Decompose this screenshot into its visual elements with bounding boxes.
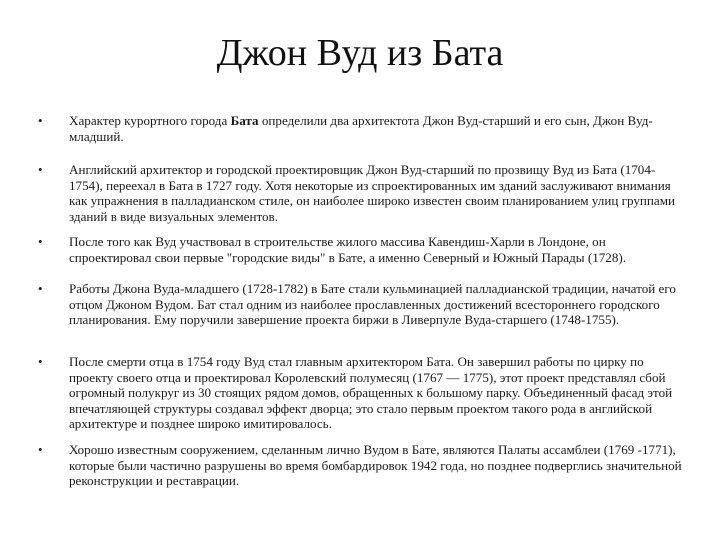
bullet-marker: • bbox=[38, 113, 43, 128]
bullet-marker: • bbox=[38, 442, 43, 457]
slide-title: Джон Вуд из Бата bbox=[216, 32, 504, 74]
bullet-text: Работы Джона Вуда-младшего (1728-1782) в Бате стали кульминацией палладианской традиции, начатой его отцом Джоном Вудом. Бат стал одним из наиболее прославленных достижений всестороннего городского планирования. Ему поручили завершение проекта биржи в Ливерпуле Вуда-старшего (1748-1755). bbox=[69, 281, 676, 327]
bullet-text: После смерти отца в 1754 году Вуд стал главным архитектором Бата. Он завершил работы по цирку по проекту своего отца и проектировал Королевский полумесяц (1767 — 1775), этот проект представлял сбой огромный полукруг из 30 стоящих рядом домов, обращенных к большому парку. Объединенный фасад этой впечатляющей структуры создавал эффект дворца; это стало первым проектом такого рода в английской архитектуре и позднее широко имитировалось. bbox=[69, 354, 673, 431]
bullet-marker: • bbox=[38, 354, 43, 369]
bullet-marker: • bbox=[38, 281, 43, 296]
bullet-text: Английский архитектор и городской проектировщик Джон Вуд-старший по прозвищу Вуд из Бата (1704-1754), переехал в Бата в 1727 году. Хотя некоторые из спроектированных им зданий заслуживают внимания как упражнения в палладианском стиле, он наиболее широко известен своим планированием улиц группами зданий в виде визуальных элементов. bbox=[69, 162, 676, 224]
bullet-text: Хорошо известным сооружением, сделанным лично Вудом в Бате, являются Палаты ассамблеи (1769 -1771), которые были частично разрушены во время бомбардировок 1942 года, но позднее подверглись значительной реконструкции и реставрации. bbox=[69, 442, 682, 488]
bullet-text-part: определили два архитектота Джон Вуд-старший и его сын, Джон Вуд-младший. bbox=[69, 113, 653, 144]
bullet-marker: • bbox=[38, 234, 43, 249]
bullet-text bbox=[69, 113, 685, 144]
bullet-text-bold: Бата bbox=[230, 113, 259, 128]
bullet-marker: • bbox=[38, 162, 43, 177]
bullet-text: После того как Вуд участвовал в строительстве жилого массива Кавендиш-Харли в Лондоне, он спроектировал свои первые "городские виды" в Бате, а именно Северный и Южный Парады (1728). bbox=[69, 234, 627, 265]
bullet-text-part: Характер курортного города bbox=[69, 113, 231, 128]
